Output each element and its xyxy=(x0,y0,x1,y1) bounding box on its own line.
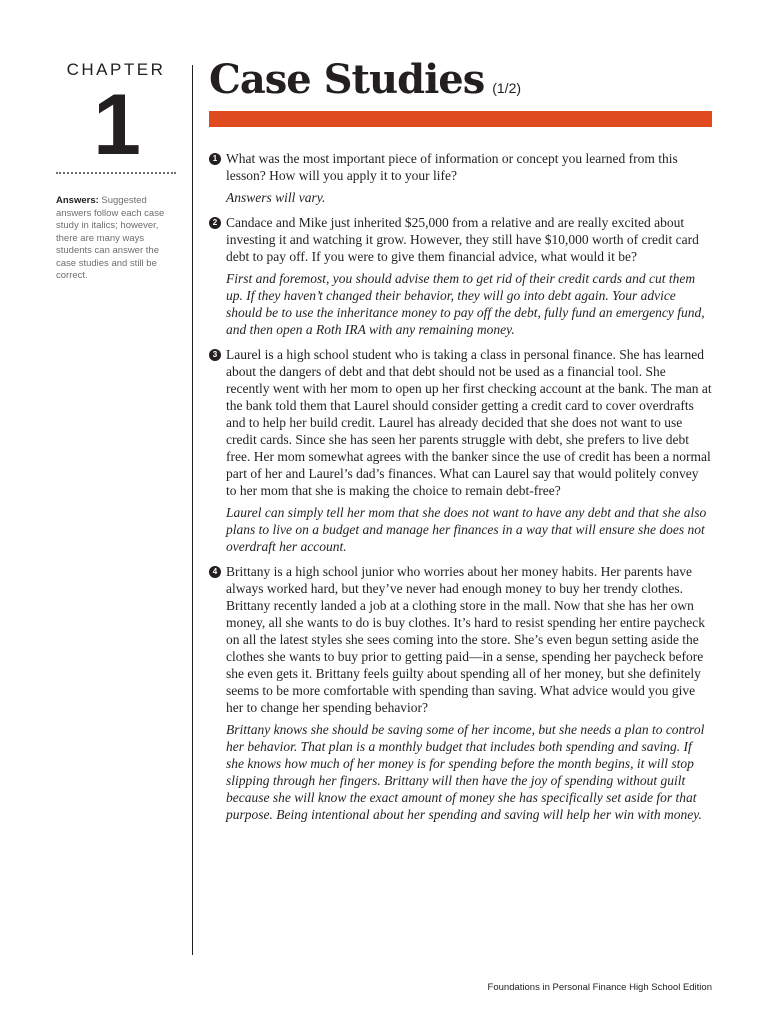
title-accent-bar xyxy=(209,111,712,127)
question-number-badge: 3 xyxy=(209,349,221,361)
case-studies-list xyxy=(209,150,712,831)
answers-note xyxy=(56,195,176,283)
case-study-1 xyxy=(209,150,712,206)
case-study-4 xyxy=(209,563,712,823)
question-number-badge: 2 xyxy=(209,217,221,229)
answer-text: Laurel can simply tell her mom that she does not want to have any debt and that she also plans to live on a budget and manage her finances in a way that will ensure she does not overdraft her account. xyxy=(226,505,707,554)
vertical-divider xyxy=(192,65,193,955)
chapter-marker xyxy=(56,60,176,173)
page-part-indicator: (1/2) xyxy=(492,80,522,96)
chapter-label: CHAPTER xyxy=(66,60,166,79)
page-header xyxy=(209,56,521,103)
case-study-3 xyxy=(209,346,712,555)
answer-text: First and foremost, you should advise them to get rid of their credit cards and cut them up. If they haven’t changed their behavior, they will go into debt again. Your advice should be to use the inheritance money to pay off the debt, fully fund an emergency fund, and then open a Roth IRA with any remaining money. xyxy=(226,271,705,337)
answer-text: Brittany knows she should be saving some of her income, but she needs a plan to control her behavior. That plan is a monthly budget that includes both spending and saving. If she knows how much of her money is for spending before the month begins, it will stop slipping through her fingers. Brittany will then have the joy of spending without guilt because she will know the exact amount of money she has specifically set aside for that purpose. Being intentional about her spending and saving will help her win with money. xyxy=(226,722,705,822)
answers-note-label: Answers: xyxy=(56,195,99,206)
question-text: Laurel is a high school student who is taking a class in personal finance. She has learned about the dangers of debt and that debt should not be used as a financial tool. She recently went with her mom to open up her first checking account at the bank. The man at the bank told them that Laurel should consider getting a credit card to cover overdrafts and to help her build credit. Laurel has already decided that she does not want to use credit cards. Since she has seen her parents struggle with debt, she prefers to live debt free. Her mom somewhat agrees with the banker since the use of credit has been a normal part of her and Laurel’s dad’s finances. What can Laurel say that would politely convey to her mom that she is making the choice to remain debt-free? xyxy=(226,347,712,498)
sidebar-divider xyxy=(56,172,176,174)
question-text: Brittany is a high school junior who worries about her money habits. Her parents have always worked hard, but they’ve never had enough money to buy her trendy clothes. Brittany recently landed a job at a clothing store in the mall. Now that she has her own money, all she wants to do is buy clothes. It’s hard to resist spending her entire paycheck on all the latest styles she sees coming into the store. She’s even begun setting aside the clothes she wants to buy prior to getting paid—in a sense, spending her paycheck before she even gets it. Brittany feels guilty about spending all of her money, but she definitely seems to be more comfortable with spending than saving. What advice would you give her to change her spending behavior? xyxy=(226,564,706,715)
page-footer: Foundations in Personal Finance High School Edition xyxy=(487,982,712,993)
answers-note-text: Suggested answers follow each case study in italics; however, there are many ways students can answer the case studies and still be correct. xyxy=(56,195,165,281)
question-number-badge: 4 xyxy=(209,566,221,578)
case-study-2 xyxy=(209,214,712,338)
question-text: Candace and Mike just inherited $25,000 from a relative and are really excited about investing it and watching it grow. However, they still have $10,000 worth of credit card debt to pay off. If you were to give them financial advice, what would it be? xyxy=(226,215,699,264)
page-title: Case Studies xyxy=(209,56,485,103)
question-text: What was the most important piece of information or concept you learned from this lesson? How will you apply it to your life? xyxy=(226,151,678,183)
question-number-badge: 1 xyxy=(209,153,221,165)
chapter-number: 1 xyxy=(93,77,139,173)
answer-text: Answers will vary. xyxy=(226,190,326,205)
